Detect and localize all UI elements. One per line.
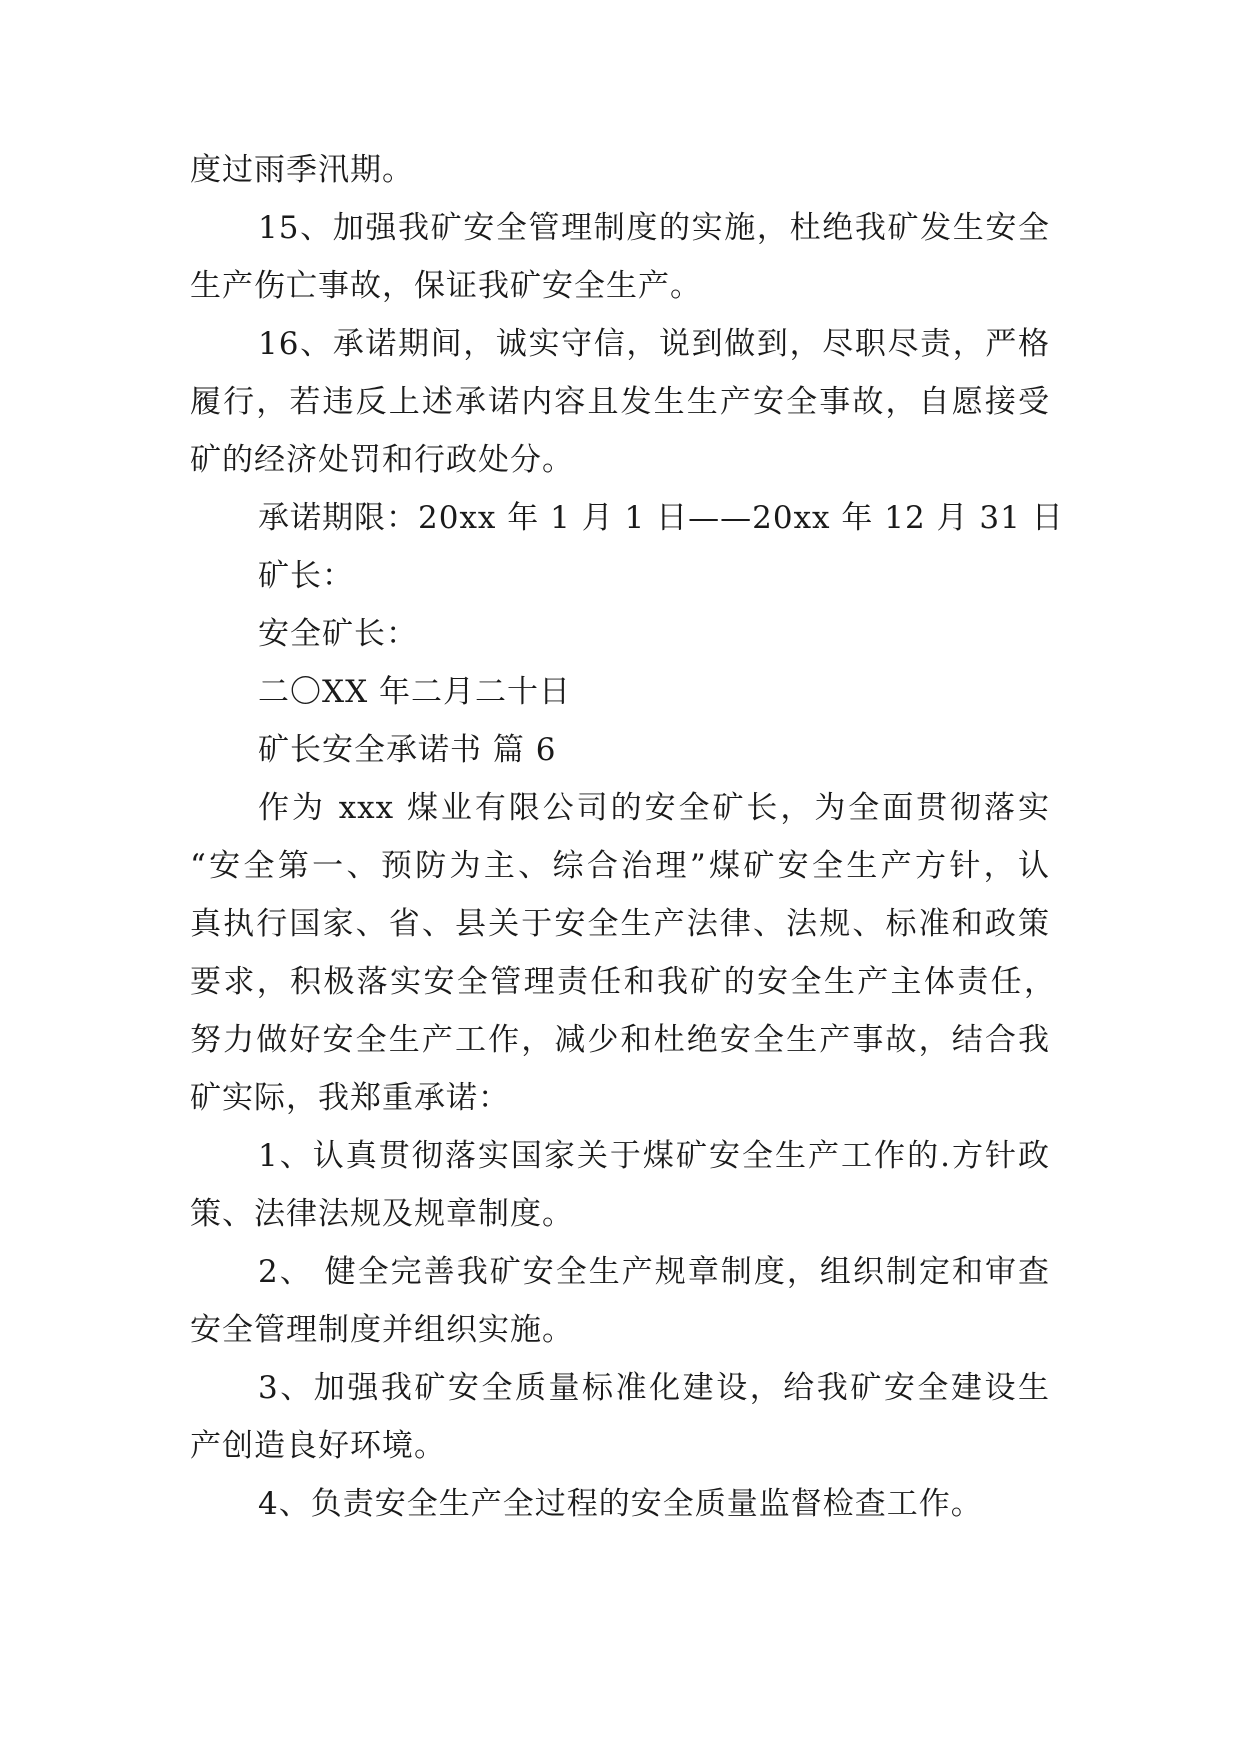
text-line: 安全管理制度并组织实施。 (190, 1312, 574, 1348)
text-line: 16、承诺期间，诚实守信，说到做到，尽职尽责，严格 (258, 326, 1050, 362)
text-line: 作为 xxx 煤业有限公司的安全矿长，为全面贯彻落实 (258, 790, 1050, 826)
text-line: 要求，积极落实安全管理责任和我矿的安全生产主体责任， (190, 964, 1056, 1000)
text-line: 履行，若违反上述承诺内容且发生生产安全事故，自愿接受 (190, 384, 1050, 420)
text-line: “安全第一、预防为主、综合治理”煤矿安全生产方针，认 (190, 848, 1050, 884)
text-line: 3、加强我矿安全质量标准化建设，给我矿安全建设生 (258, 1370, 1050, 1406)
text-line: 策、法律法规及规章制度。 (190, 1196, 574, 1232)
text-line: 1、认真贯彻落实国家关于煤矿安全生产工作的.方针政 (258, 1138, 1050, 1174)
text-line: 4、负责安全生产全过程的安全质量监督检查工作。 (258, 1486, 983, 1522)
text-line: 真执行国家、省、县关于安全生产法律、法规、标准和政策 (190, 906, 1050, 942)
text-line: 二〇XX 年二月二十日 (258, 674, 571, 710)
text-line: 矿实际，我郑重承诺： (190, 1080, 510, 1116)
text-line: 矿的经济处罚和行政处分。 (190, 442, 574, 478)
section-heading: 矿长安全承诺书 篇 6 (258, 732, 557, 768)
text-line: 2、 健全完善我矿安全生产规章制度，组织制定和审查 (258, 1254, 1050, 1290)
text-line: 度过雨季汛期。 (190, 152, 414, 188)
text-line: 15、加强我矿安全管理制度的实施，杜绝我矿发生安全 (258, 210, 1050, 246)
text-line: 努力做好安全生产工作，减少和杜绝安全生产事故，结合我 (190, 1022, 1050, 1058)
text-line: 生产伤亡事故，保证我矿安全生产。 (190, 268, 702, 304)
text-line: 矿长： (258, 558, 354, 594)
text-line: 安全矿长： (258, 616, 418, 652)
text-line: 产创造良好环境。 (190, 1428, 446, 1464)
text-line: 承诺期限：20xx 年 1 月 1 日——20xx 年 12 月 31 日 (258, 500, 1064, 536)
